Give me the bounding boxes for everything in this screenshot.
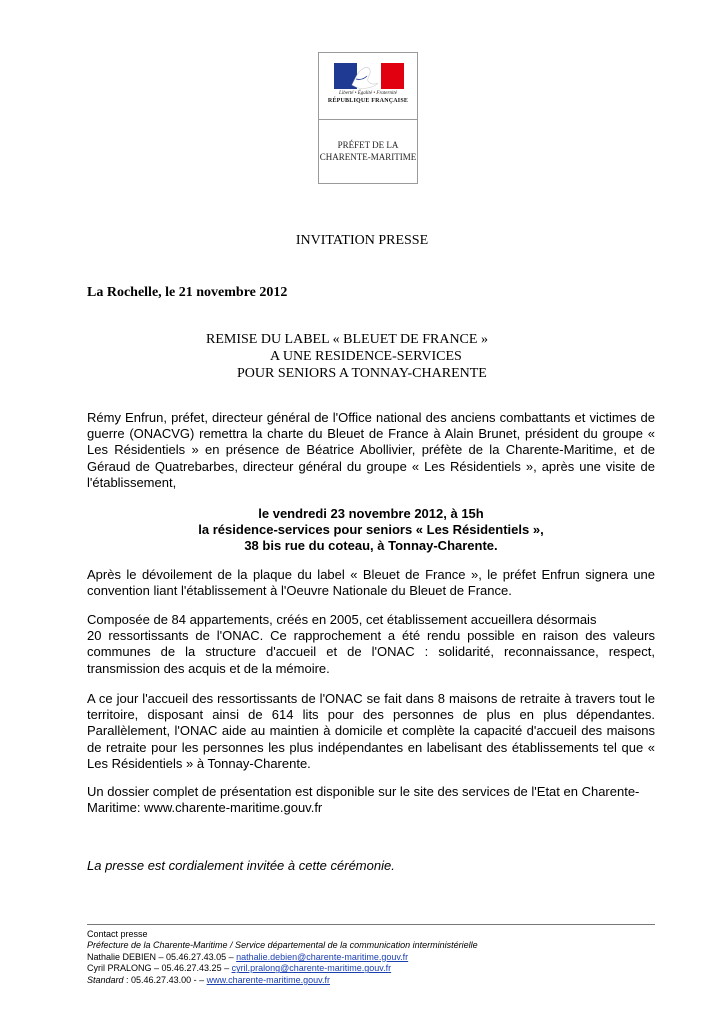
footer-divider xyxy=(87,924,655,925)
headline-line-3: POUR SENIORS A TONNAY-CHARENTE xyxy=(237,366,487,381)
invitation-closing: La presse est cordialement invitée à cette cérémonie. xyxy=(87,858,395,873)
footer-contact-pralong xyxy=(87,963,655,974)
document-title: INVITATION PRESSE xyxy=(295,233,429,248)
prefecture-logo xyxy=(318,52,418,184)
footer-heading: Contact presse xyxy=(87,929,148,939)
prefet-line-1: PRÉFET DE LA xyxy=(337,140,399,150)
prefet-line-2: CHARENTE-MARITIME xyxy=(319,152,417,162)
press-contact-footer xyxy=(87,929,655,986)
contact-pralong-email-link[interactable]: cyril.pralong@charente-maritime.gouv.fr xyxy=(231,963,392,974)
dossier-paragraph: Un dossier complet de présentation est disponible sur le site des services de l'Etat en Charente-Maritime: www.charente-maritime.gouv.fr xyxy=(87,784,640,816)
composition-paragraph xyxy=(87,612,655,677)
event-address: 38 bis rue du coteau, à Tonnay-Charente. xyxy=(244,538,498,554)
onac-paragraph: A ce jour l'accueil des ressortissants de l'ONAC se fait dans 8 maisons de retraite à travers tout le territoire, disposant ainsi de 614 lits pour des personnes de plus en plus dépendantes. Parallèlement, l'ONAC aide au maintien à domicile et complète la capacité d'accueil des maisons de retraite pour les personnes les plus indépendantes en labelisant des établissements tel que « Les Résidentiels » à Tonnay-Charente. xyxy=(87,691,655,771)
composition-line-1: Composée de 84 appartements, créés en 2005, cet établissement accueillera désormais xyxy=(87,612,597,627)
headline-line-1: REMISE DU LABEL « BLEUET DE FRANCE » xyxy=(206,332,488,347)
contact-debien-email-link[interactable]: nathalie.debien@charente-maritime.gouv.fr xyxy=(236,951,409,962)
event-date: le vendredi 23 novembre 2012, à 15h xyxy=(258,506,484,521)
footer-contact-debien xyxy=(87,952,655,963)
unveil-paragraph: Après le dévoilement de la plaque du label « Bleuet de France », le préfet Enfrun signera une convention liant l'établissement à l'Oeuvre Nationale du Bleuet de France. xyxy=(87,567,655,599)
footer-standard xyxy=(87,975,655,986)
prefet-title xyxy=(319,139,417,163)
composition-rest: 20 ressortissants de l'ONAC. Ce rapprochement a été rendu possible en raison des valeurs communes de la structure d'accueil et de l'ONAC : solidarité, reconnaissance, respect, transmission des acquis et de la mémoire. xyxy=(87,628,655,676)
marianne-flag-icon xyxy=(334,63,404,89)
republic-name: RÉPUBLIQUE FRANÇAISE xyxy=(327,98,409,104)
website-link[interactable]: www.charente-maritime.gouv.fr xyxy=(206,974,330,985)
intro-paragraph: Rémy Enfrun, préfet, directeur général de l'Office national des anciens combattants et victimes de guerre (ONACVG) remettra la charte du Bleuet de France à Alain Brunet, président du groupe « Les Résidentiels » en présence de Béatrice Abollivier, préfète de la Charente-Maritime, et de Géraud de Quatrebarbes, directeur général du groupe « Les Résidentiels », après une visite de l'établissement, xyxy=(87,410,655,490)
logo-divider xyxy=(319,119,417,120)
footer-service: Préfecture de la Charente-Maritime / Service départemental de la communication interministérielle xyxy=(87,940,478,951)
republic-motto: Liberté • Égalité • Fraternité xyxy=(339,91,397,96)
headline-line-2: A UNE RESIDENCE-SERVICES xyxy=(270,349,462,364)
standard-text: : 05.46.27.43.00 - – xyxy=(123,974,207,985)
dateline: La Rochelle, le 21 novembre 2012 xyxy=(87,285,288,300)
event-venue: la résidence-services pour seniors « Les Résidentiels », xyxy=(198,522,544,538)
event-details xyxy=(87,506,655,555)
contact-debien-text: Nathalie DEBIEN – 05.46.27.43.05 – xyxy=(87,951,237,962)
standard-label: Standard xyxy=(87,974,124,985)
contact-pralong-text: Cyril PRALONG – 05.46.27.43.25 – xyxy=(87,963,232,974)
